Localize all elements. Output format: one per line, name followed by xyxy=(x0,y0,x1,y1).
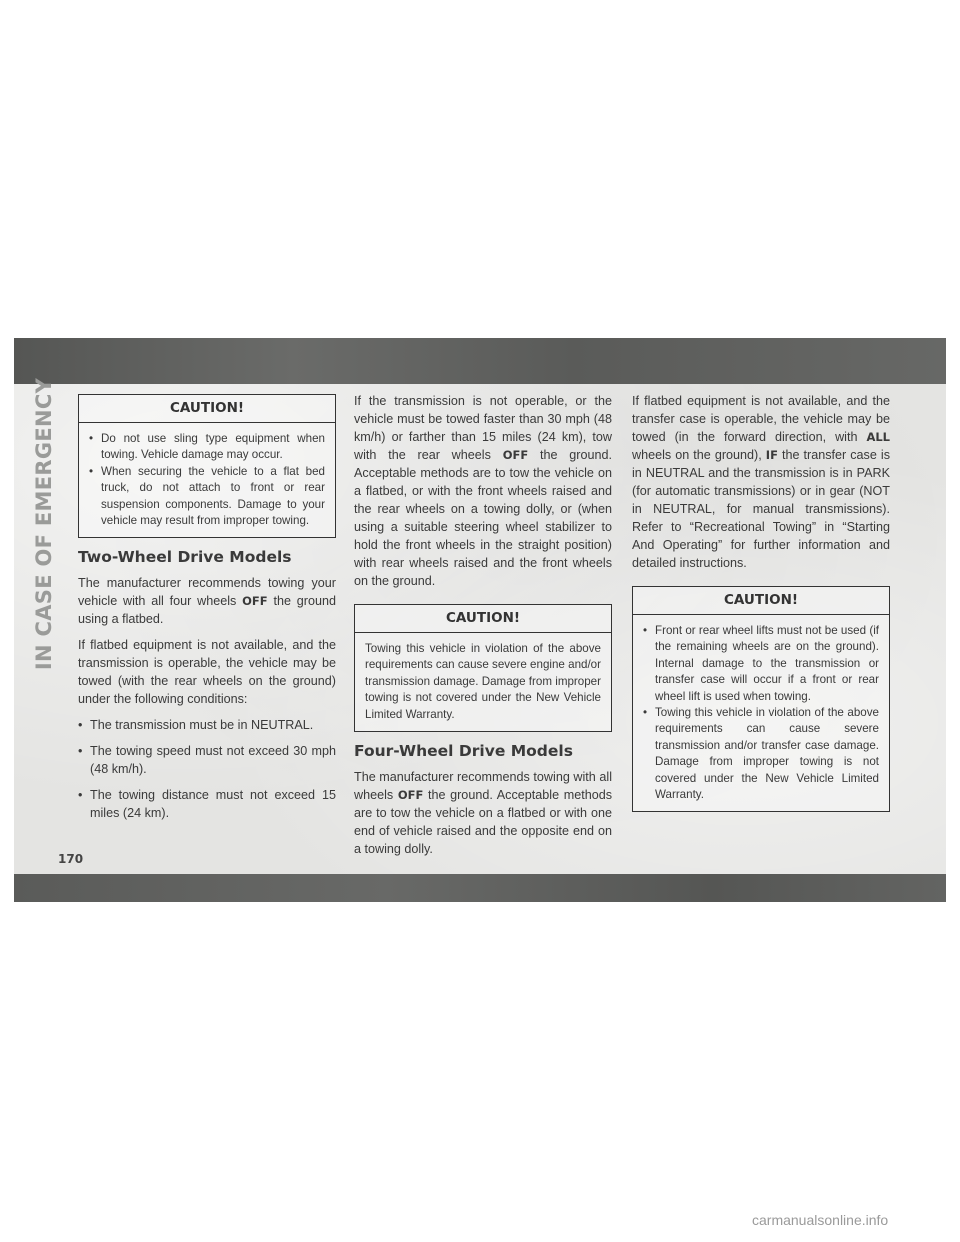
towing-conditions-list xyxy=(78,716,336,822)
heading-two-wheel-drive: Two-Wheel Drive Models xyxy=(78,548,292,567)
section-side-label: IN CASE OF EMERGENCY xyxy=(32,377,56,671)
paragraph: The manufacturer recommends towing your vehicle with all four wheels OFF the ground using a flatbed. xyxy=(78,576,336,627)
caution-title: CAUTION! xyxy=(79,395,335,423)
column-1 xyxy=(78,394,336,830)
paragraph: If flatbed equipment is not available, and the transfer case is operable, the vehicle may be towed (in the forward direction, with ALL wheels on the ground), IF the transfer case is in NEUTRAL and the transmission is in PARK (for automatic transmissions) or in gear (NOT in NEUTRAL, for manual transmissions). Refer to “Recreational Towing” in “Starting And Operating” for further information and detailed instructions. xyxy=(632,394,890,570)
watermark: carmanualsonline.info xyxy=(752,1212,889,1228)
bottom-band xyxy=(14,874,946,902)
condition-item: • The transmission must be in NEUTRAL. xyxy=(78,716,336,734)
top-band xyxy=(14,338,946,384)
caution-list xyxy=(643,623,879,803)
caution-item: • When securing the vehicle to a flat bed truck, do not attach to front or rear suspension components. Damage to your vehicle may result from improper towing. xyxy=(89,464,325,530)
paragraph: If the transmission is not operable, or the vehicle must be towed faster than 30 mph (48 km/h) or farther than 15 miles (24 km), tow with the rear wheels OFF the ground. Acceptable methods are to tow the vehicle on a flatbed, or with the front wheels raised and the rear wheels on a towing dolly, or (when using a suitable steering wheel stabilizer to hold the front wheels in the straight position) with rear wheels raised and the front wheels on the ground. xyxy=(354,394,612,588)
caution-title: CAUTION! xyxy=(355,605,611,633)
caution-text: Towing this vehicle in violation of the above requirements can cause severe engine and/or transmission damage. Damage from improper towing is not covered under the New Vehicle Limited Warranty. xyxy=(365,642,601,721)
paragraph: The manufacturer recommends towing with all wheels OFF the ground. Acceptable methods are to tow the vehicle on a flatbed or with one end of vehicle raised and the opposite end on a towing dolly. xyxy=(354,770,613,857)
caution-list xyxy=(89,431,325,529)
caution-box-1 xyxy=(78,394,336,538)
heading-four-wheel-drive: Four-Wheel Drive Models xyxy=(354,742,573,761)
caution-item: • Do not use sling type equipment when towing. Vehicle damage may occur. xyxy=(89,431,325,464)
caution-item: • Front or rear wheel lifts must not be used (if the remaining wheels are on the ground). Internal damage to the transmission or transfer case will occur if a front or rear wheel lift is used when towing. xyxy=(643,623,879,705)
caution-box-3 xyxy=(632,586,890,812)
condition-item: • The towing speed must not exceed 30 mph (48 km/h). xyxy=(78,742,336,778)
column-2 xyxy=(354,392,612,866)
condition-item: • The towing distance must not exceed 15 miles (24 km). xyxy=(78,786,336,822)
page-number: 170 xyxy=(58,852,84,866)
manual-page xyxy=(14,338,946,902)
paragraph: If flatbed equipment is not available, and the transmission is operable, the vehicle may be towed (with the rear wheels on the ground) under the following conditions: xyxy=(78,638,336,707)
caution-item: • Towing this vehicle in violation of the above requirements can cause severe transmission and/or transfer case damage. Damage from improper towing is not covered under the New Vehicle Limited Warranty. xyxy=(643,705,879,803)
caution-box-2 xyxy=(354,604,612,732)
caution-title: CAUTION! xyxy=(633,587,889,615)
column-3 xyxy=(632,392,890,822)
